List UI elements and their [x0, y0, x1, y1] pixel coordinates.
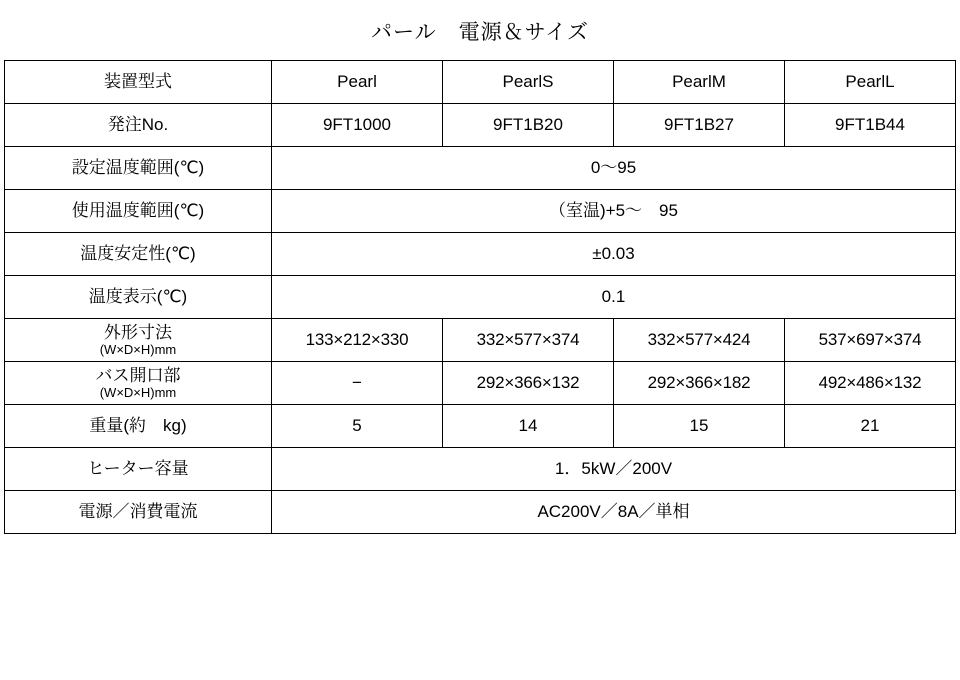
row-value-merged: AC200V／8A／単相	[272, 491, 956, 534]
row-cell: −	[272, 362, 443, 405]
table-row	[5, 362, 956, 405]
table-row	[5, 104, 956, 147]
row-value-merged: ±0.03	[272, 233, 956, 276]
row-label-line1: 外形寸法	[104, 322, 172, 342]
row-cell: 492×486×132	[785, 362, 956, 405]
table-row	[5, 233, 956, 276]
row-label: 電源／消費電流	[5, 491, 272, 534]
row-value-merged: 0.1	[272, 276, 956, 319]
table-body	[5, 61, 956, 534]
row-cell: 15	[614, 405, 785, 448]
row-label: 使用温度範囲(℃)	[5, 190, 272, 233]
row-value-merged: 0〜95	[272, 147, 956, 190]
row-cell: 332×577×374	[443, 319, 614, 362]
row-cell: 9FT1B27	[614, 104, 785, 147]
row-label: 発注No.	[5, 104, 272, 147]
row-cell: 9FT1B44	[785, 104, 956, 147]
row-value-merged: 1．5kW／200V	[272, 448, 956, 491]
table-row	[5, 276, 956, 319]
table-row	[5, 147, 956, 190]
row-cell: PearlM	[614, 61, 785, 104]
row-label: 温度安定性(℃)	[5, 233, 272, 276]
row-label	[5, 319, 272, 362]
table-row	[5, 448, 956, 491]
table-row	[5, 61, 956, 104]
row-label: 設定温度範囲(℃)	[5, 147, 272, 190]
row-cell: PearlL	[785, 61, 956, 104]
row-label	[5, 362, 272, 405]
row-label-line2: (W×D×H)mm	[99, 342, 177, 357]
page-title: パール 電源＆サイズ	[371, 21, 589, 44]
table-row	[5, 319, 956, 362]
row-cell: 9FT1B20	[443, 104, 614, 147]
row-cell: 537×697×374	[785, 319, 956, 362]
row-cell: 14	[443, 405, 614, 448]
row-cell: PearlS	[443, 61, 614, 104]
row-cell: 9FT1000	[272, 104, 443, 147]
row-cell: 133×212×330	[272, 319, 443, 362]
row-cell: 292×366×182	[614, 362, 785, 405]
row-cell: 332×577×424	[614, 319, 785, 362]
row-cell: 21	[785, 405, 956, 448]
table-row	[5, 190, 956, 233]
row-label: ヒーター容量	[5, 448, 272, 491]
row-cell: 5	[272, 405, 443, 448]
row-label-line2: (W×D×H)mm	[99, 385, 177, 400]
specification-table	[4, 60, 956, 534]
table-row	[5, 405, 956, 448]
table-row	[5, 491, 956, 534]
row-cell: Pearl	[272, 61, 443, 104]
row-label-line1: バス開口部	[95, 365, 181, 385]
row-label: 温度表示(℃)	[5, 276, 272, 319]
row-label: 装置型式	[5, 61, 272, 104]
row-label: 重量(約 kg)	[5, 405, 272, 448]
row-value-merged: （室温)+5〜 95	[272, 190, 956, 233]
row-cell: 292×366×132	[443, 362, 614, 405]
